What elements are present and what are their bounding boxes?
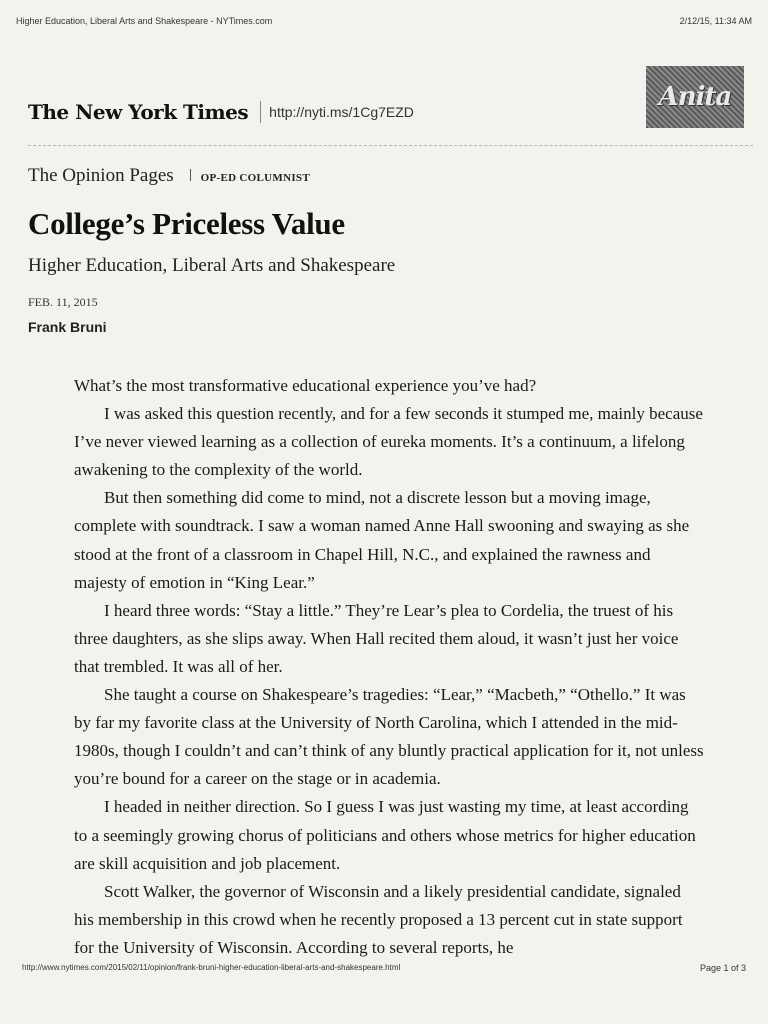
section-divider [190,169,191,181]
stamp-image [646,66,744,128]
print-header-datetime: 2/12/15, 11:34 AM [679,16,752,26]
page-number: Page 1 of 3 [699,963,746,973]
masthead-rule [28,145,753,146]
section-header [28,165,310,187]
section-label: OP-ED COLUMNIST [200,172,310,184]
article-body [74,372,704,962]
masthead [28,100,414,124]
article-subheadline: Higher Education, Liberal Arts and Shakespeare [28,255,396,276]
article-author-link[interactable]: Frank Bruni [28,319,107,335]
section-name-link[interactable]: The Opinion Pages [28,165,174,186]
short-url-link[interactable]: http://nyti.ms/1Cg7EZD [269,104,414,120]
article-paragraph: I heard three words: “Stay a little.” They’re Lear’s plea to Cordelia, the truest of his three daughters, as she slips away. When Hall recited them aloud, it wasn’t just her voice that trembled. It was all of her. [74,600,679,676]
stamp-text: Anita [658,82,732,112]
footer-url: http://www.nytimes.com/2015/02/11/opinion/frank-bruni-higher-education-liberal-arts-and-shakespeare.html [22,963,401,972]
article-paragraph: What’s the most transformative educational experience you’ve had? [74,376,537,395]
article-paragraph: I headed in neither direction. So I guess I was just wasting my time, at least according to a seemingly growing chorus of politicians and others whose metrics for higher education are skill acquisition and job placement. [74,797,696,873]
nyt-logo[interactable]: The New York Times [28,100,249,124]
article-headline: College’s Priceless Value [28,206,345,241]
print-header [16,16,752,26]
article-paragraph: I was asked this question recently, and for a few seconds it stumped me, mainly because I’ve never viewed learning as a collection of eureka moments. It’s a continuum, a lifelong awakening to the complexity of the world. [74,404,703,480]
masthead-divider [260,101,261,123]
print-header-title: Higher Education, Liberal Arts and Shakespeare - NYTimes.com [16,16,273,26]
article-date: FEB. 11, 2015 [28,295,98,309]
article-paragraph: She taught a course on Shakespeare’s tragedies: “Lear,” “Macbeth,” “Othello.” It was by far my favorite class at the University of North Carolina, which I attended in the mid-1980s, though I couldn’t and can’t think of any bluntly practical application for it, not unless you’re bound for a career on the stage or in academia. [74,685,704,789]
article-paragraph: Scott Walker, the governor of Wisconsin and a likely presidential candidate, signaled his membership in this crowd when he recently proposed a 13 percent cut in state support for the University of Wisconsin. According to several reports, he [74,881,683,957]
article-paragraph: But then something did come to mind, not a discrete lesson but a moving image, complete with soundtrack. I saw a woman named Anne Hall swooning and swaying as she stood at the front of a classroom in Chapel Hill, N.C., and explained the rawness and majesty of emotion in “King Lear.” [74,488,690,592]
